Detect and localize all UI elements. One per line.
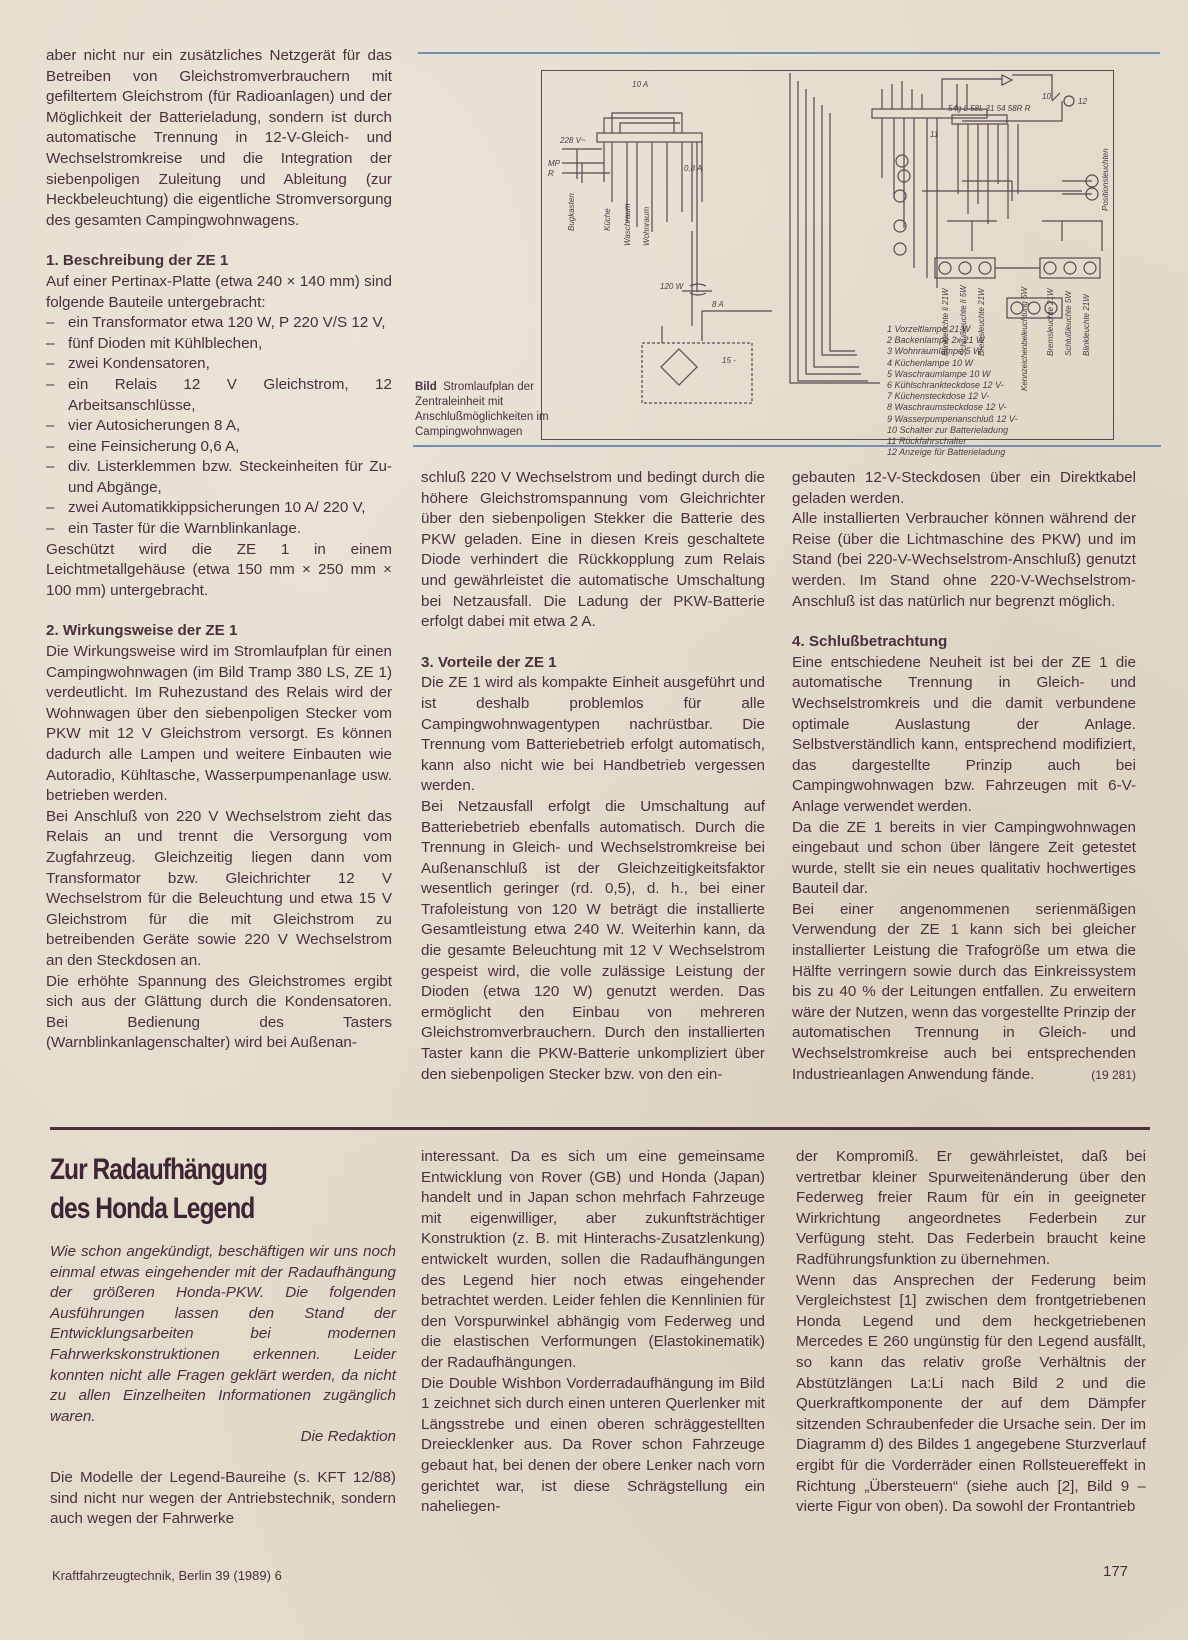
list-item: – fünf Dioden mit Kühlblechen, xyxy=(46,334,392,355)
article1-column-3 xyxy=(792,468,1136,1085)
title-line: des Honda Legend xyxy=(50,1192,255,1225)
legend-item: 7 Küchensteckdose 12 V- xyxy=(887,391,990,402)
paragraph: interessant. Da es sich um eine gemeinsame Entwicklung von Rover (GB) und Honda (Japan) handelt und in Japan schon mehrfach Fahrzeuge mit eigenwilliger, aber zukunftsträchtiger Konstruktion (z. B. mit Hinterachs-Zusatzlenkung) entwickelt wurden, sollen die Radaufhängungen des Legend hier noch etwas eingehender betrachtet werden. Leider fehlen die Kennlinien für den Vorspurwinkel abhängig vom Federweg und die elastischen Verformungen (Elastokinematik) der Radaufhängungen. xyxy=(421,1148,765,1371)
legend-item: 9 Wasserpumpenanschluß 12 V- xyxy=(887,413,1018,424)
legend-item: 10 Schalter zur Batterieladung xyxy=(887,424,1009,435)
title-line: Zur Radaufhängung xyxy=(50,1153,267,1186)
legend-item: 8 Waschraumsteckdose 12 V- xyxy=(887,402,1007,413)
article2-column-3 xyxy=(796,1147,1146,1518)
lead-paragraph: Wie schon angekündigt, beschäftigen wir uns noch einmal etwas eingehender mit der Radaufhängung der größeren Honda-PKW. Die folgenden Ausführungen lassen den Stand der Entwicklungsarbeiten bei modernen Fahrwerkskonstruktionen erkennen. Leider konnten nicht alle Fragen geklärt werden, da nicht zu allen Einzelheiten Informationen zugänglich waren. xyxy=(50,1243,396,1425)
label-kueche: Küche xyxy=(603,208,612,231)
label-fuse-10a: 10 A xyxy=(632,80,649,89)
circuit-diagram xyxy=(542,71,1113,439)
figure-legend xyxy=(887,324,1018,458)
legend-item: 2 Backenlampe 2x 21 W xyxy=(887,335,985,346)
figure-top-rule xyxy=(418,52,1160,54)
label-positionsleuchten: Positionsleuchten xyxy=(1101,148,1110,211)
section-1-heading: 1. Beschreibung der ZE 1 xyxy=(46,252,229,270)
label-wohnraum: Wohnraum xyxy=(642,206,651,246)
paragraph xyxy=(792,900,1136,1085)
legend-item: 3 Wohnraumlampe 5 W xyxy=(887,346,982,357)
section-2-heading: 2. Wirkungsweise der ZE 1 xyxy=(46,622,238,640)
terminal-strip-right xyxy=(952,115,1007,124)
label-fuse-08a: 0,8 A xyxy=(684,164,703,173)
paragraph: Bei Netzausfall erfolgt die Umschaltung auf Batteriebetrieb ebenfalls automatisch. Durch die Trennung in Gleich- und Wechselstromkreise bei Außenanschluß ist der Gleichzeitigkeitsfaktor wesentlich geringer (rd. 0,5), d. h., bei einer Trafoleistung von 120 W beträgt die installierte Gesamtleistung etwa 240 W. Weiterhin kann, da die gesamte Beleuchtung mit 12 V Wechselstrom gespeist wird, die volle zulässige Leistung der Dioden (etwa 120 W) genutzt werden. Das ermöglicht den Einbau von mehreren Gleichstromverbrauchern. Durch den installierten Taster kann die PKW-Batterie unkompliziert über den siebenpoligen Stecker bzw. von den ein- xyxy=(421,797,765,1083)
legend-item: 11 Rückfahrschalter xyxy=(887,436,967,447)
paragraph: Die Modelle der Legend-Baureihe (s. KFT 12/88) sind nicht nur wegen der Antriebstechnik, sondern auch wegen der Fahrwerke xyxy=(50,1468,396,1528)
label-plate-light: Kennzeichenbeleuchtung 5W xyxy=(1020,286,1029,391)
article1-column-1 xyxy=(46,46,392,1054)
legend-item: 1 Vorzeltlampe 21 W xyxy=(887,324,971,334)
label-lamp-12: 12 xyxy=(1078,97,1087,106)
intro-paragraph: aber nicht nur ein zusätzliches Netzgerät für das Betreiben von Gleichstromverbrauchern mit gefiltertem Gleichstrom (für Radioanlagen) und der Möglichkeit der Batterieladung, sondern ist durch automatische Trennung in 12-V-Gleich- und Wechselstromkreise und die Integration der siebenpoligen Zuleitung und Ableitung (zur Heckbeleuchtung) die eigentliche Stromversorgung des gesamten Campingwohnwagens. xyxy=(46,47,392,229)
section-2-paragraph: Die Wirkungsweise wird im Stromlaufplan für einen Campingwohnwagen (im Bild Tramp 380 LS, ZE 1) verdeutlicht. Im Ruhezustand des Relais wird der Wohnwagen über den siebenpoligen Stecker vom PKW mit 12 V Gleichstrom versorgt. Es können dadurch alle Lampen und weitere Einbauten wie Autoradio, Kühltasche, Wasserpumpenanlage usw. betrieben werden. xyxy=(46,643,392,805)
lamp-cluster-left xyxy=(935,258,995,278)
paragraph: Da die ZE 1 bereits in vier Campingwohnwagen eingebaut und schon über längere Zeit getestet wurde, stellt sie ein neues qualitativ hochwertiges Bauteil dar. xyxy=(792,818,1136,898)
list-item: – zwei Automatikkippsicherungen 10 A/ 220 V, xyxy=(46,498,392,519)
list-item: – eine Feinsicherung 0,6 A, xyxy=(46,437,392,458)
label-right-cluster-3: Blinkleuchte 21W xyxy=(1082,294,1091,356)
paragraph: gebauten 12-V-Steckdosen über ein Direktkabel geladen werden. xyxy=(792,469,1136,507)
article2-column-2 xyxy=(421,1147,765,1518)
section-2-paragraph: Die erhöhte Spannung des Gleichstromes ergibt sich aus der Glättung durch die Kondensatoren. Bei Bedienung des Tasters (Warnblinkanlagenschalter) wird bei Außenan- xyxy=(46,972,392,1052)
label-left-cluster-1: Blinkleuchte li 21W xyxy=(941,288,950,356)
label-right-cluster-2: Schlußleuchte 5W xyxy=(1064,291,1073,356)
label-mains: 228 V~ xyxy=(560,136,586,145)
label-waschraum: Waschraum xyxy=(623,203,632,246)
paragraph: Alle installierten Verbraucher können während der Reise (über die Lichtmaschine des PKW) und im Stand (bei 220-V-Wechselstrom-Anschluß) genutzt werden. Im Stand ohne 220-V-Wechselstrom-Anschluß ist das natürlich nur begrenzt möglich. xyxy=(792,510,1136,610)
section-3-heading: 3. Vorteile der ZE 1 xyxy=(421,653,557,671)
list-item: – vier Autosicherungen 8 A, xyxy=(46,416,392,437)
caption-label: Bild xyxy=(415,381,437,393)
label-switch-10: 10 xyxy=(1042,92,1051,101)
reference-number: (19 281) xyxy=(1091,1067,1136,1082)
figure-bottom-rule xyxy=(413,445,1161,447)
paragraph: der Kompromiß. Er gewährleistet, daß bei vertretbar kleiner Spurweitenänderung über den Federweg freier Raum für ein in geeigneter Wirkrichtung angeordnetes Federbein zur Verfügung steht. Das Federbein braucht keine Radführungsfunktion zu übernehmen. xyxy=(796,1148,1146,1268)
section-1-intro: Auf einer Pertinax-Platte (etwa 240 × 140 mm) sind folgende Bauteile untergebracht: xyxy=(46,272,392,311)
list-item: – div. Listerklemmen bzw. Steckeinheiten für Zu- und Abgänge, xyxy=(46,457,392,498)
legend-item: 4 Küchenlampe 10 W xyxy=(887,357,974,368)
legend-item: 6 Kühlschrankteckdose 12 V- xyxy=(887,380,1004,391)
legend-item: 5 Waschraumlampe 10 W xyxy=(887,368,991,379)
legend-item: 12 Anzeige für Batterieladung xyxy=(887,447,1006,458)
terminal-strip-left xyxy=(597,133,702,142)
label-switch-11: 11 xyxy=(930,130,939,139)
list-item: – ein Transformator etwa 120 W, P 220 V/S 12 V, xyxy=(46,313,392,334)
article-divider xyxy=(50,1127,1150,1130)
label-left-cluster-2: Schlußleuchte li 5W xyxy=(959,285,968,356)
article2-column-1 xyxy=(50,1242,396,1530)
paragraph: Wenn das Ansprechen der Federung beim Vergleichstest [1] zwischen dem frontgetriebenen Honda Legend und dem heckgetriebenen Mercedes E 260 ungünstig für den Legend ausfällt, so kann das relativ große Verhältnis der Abstützlängen La:Li nach Bild 2 und die Querkraftkomponente der auf dem Dämpfer sitzenden Schraubenfeder die Ursache sein. Der im Diagramm d) des Bildes 1 angegebene Sturzverlauf ergibt für die Vorderräder einen Rollsteuereffekt in Richtung „Übersteuern“ (siehe auch [2], Bild 9 – vierte Figur von oben). Da sowohl der Frontantrieb xyxy=(796,1271,1146,1516)
label-plug-header: 54g L 58L 31 54 58R R xyxy=(948,104,1031,113)
list-item: – ein Taster für die Warnblinkanlage. xyxy=(46,519,392,540)
label-left-cluster-3: Bremsleuchte 21W xyxy=(977,288,986,356)
paragraph-text: Bei einer angenommenen serienmäßigen Verwendung der ZE 1 kann sich bei gleicher installierter Leistung die Trafogröße um etwa die Hälfte verringern sowie durch das Einkreissystem bis zu 40 % der Leitungen entfallen. Zu erweitern wäre der Nutzen, wenn das vorgestellte Prinzip der automatischen Trennung in Gleich- und Wechselstromkreise auch bei entsprechenden Industrieanlagen Anwendung fände. xyxy=(792,900,1136,1083)
label-bugkasten: Bugkasten xyxy=(567,193,576,231)
label-r: R xyxy=(548,169,554,178)
circuit-diagram-frame xyxy=(541,70,1114,440)
label-mp: MP xyxy=(548,159,560,168)
label-dc-out: 15 - xyxy=(722,356,736,365)
article1-column-2 xyxy=(421,468,765,1085)
editor-signature: Die Redaktion xyxy=(300,1428,396,1446)
journal-footer: Kraftfahrzeugtechnik, Berlin 39 (1989) 6 xyxy=(52,1568,282,1583)
paragraph: Die Double Wishbon Vorderradaufhängung im Bild 1 zeichnet sich durch einen unteren Querlenker mit Längsstrebe und einen oberen schräggestellten Dreiecklenker aus. Da Rover schon Fahrzeuge gebaut hat, bei denen der obere Lenker nach vorn gerichtet war, ist diese Schrägstellung ein naheliegen- xyxy=(421,1374,765,1516)
article2-title xyxy=(50,1150,267,1228)
section-4-heading: 4. Schlußbetrachtung xyxy=(792,633,948,651)
list-item: – ein Relais 12 V Gleichstrom, 12 Arbeitsanschlüsse, xyxy=(46,375,392,416)
section-2-paragraph: Bei Anschluß von 220 V Wechselstrom zieht das Relais an und trennt die Versorgung vom Zugfahrzeug. Gleichzeitig liegen dann vom Transformator bzw. Gleichrichter 12 V Wechselstrom für die Beleuchtung und etwa 15 V Gleichstrom für die mit Gleichstrom zu betreibenden Geräte sowie 220 V Wechselstrom an den Steckdosen an. xyxy=(46,807,392,969)
caption-text: Stromlaufplan der Zentraleinheit mit Anschlußmöglichkeiten im Campingwohnwagen xyxy=(415,381,549,438)
figure-caption xyxy=(415,380,595,440)
label-fuse-8a: 8 A xyxy=(712,300,724,309)
section-1-outro: Geschützt wird die ZE 1 in einem Leichtmetallgehäuse (etwa 150 mm × 250 mm × 100 mm) untergebracht. xyxy=(46,540,392,599)
label-trafo: 120 W xyxy=(660,282,684,291)
label-right-cluster-1: Bremsleuchte 21W xyxy=(1046,288,1055,356)
page-number: 177 xyxy=(1103,1563,1129,1580)
lamp-cluster-right xyxy=(1040,258,1100,278)
paragraph: schluß 220 V Wechselstrom und bedingt durch die höhere Gleichstromspannung vom Gleichrichter über den siebenpoligen Stekker die Batterie des PKW geladen. Eine in diesen Kreis geschaltete Diode verhindert die Rückkopplung zum Relais und gewährleistet die automatische Umschaltung bei Netzausfall. Die Ladung der PKW-Batterie erfolgt dabei mit etwa 2 A. xyxy=(421,469,765,631)
component-list xyxy=(46,313,392,540)
paragraph: Die ZE 1 wird als kompakte Einheit ausgeführt und ist deshalb problemlos für alle Campingwohnwagentypen nachrüstbar. Die Trennung vom Batteriebetrieb erfolgt automatisch, kann also nicht wie bei Handbetrieb vergessen werden. xyxy=(421,674,765,795)
list-item: – zwei Kondensatoren, xyxy=(46,354,392,375)
paragraph: Eine entschiedene Neuheit ist bei der ZE 1 die automatische Trennung in Gleich- und Wechselstromkreis und die damit verbundene optimale Auslastung der Anlage. Selbstverständlich kann, entsprechend modifiziert, das dargestellte Prinzip auch bei Campingwohnwagen bzw. Fahrzeugen mit 6-V-Anlage verwendet werden. xyxy=(792,653,1136,815)
